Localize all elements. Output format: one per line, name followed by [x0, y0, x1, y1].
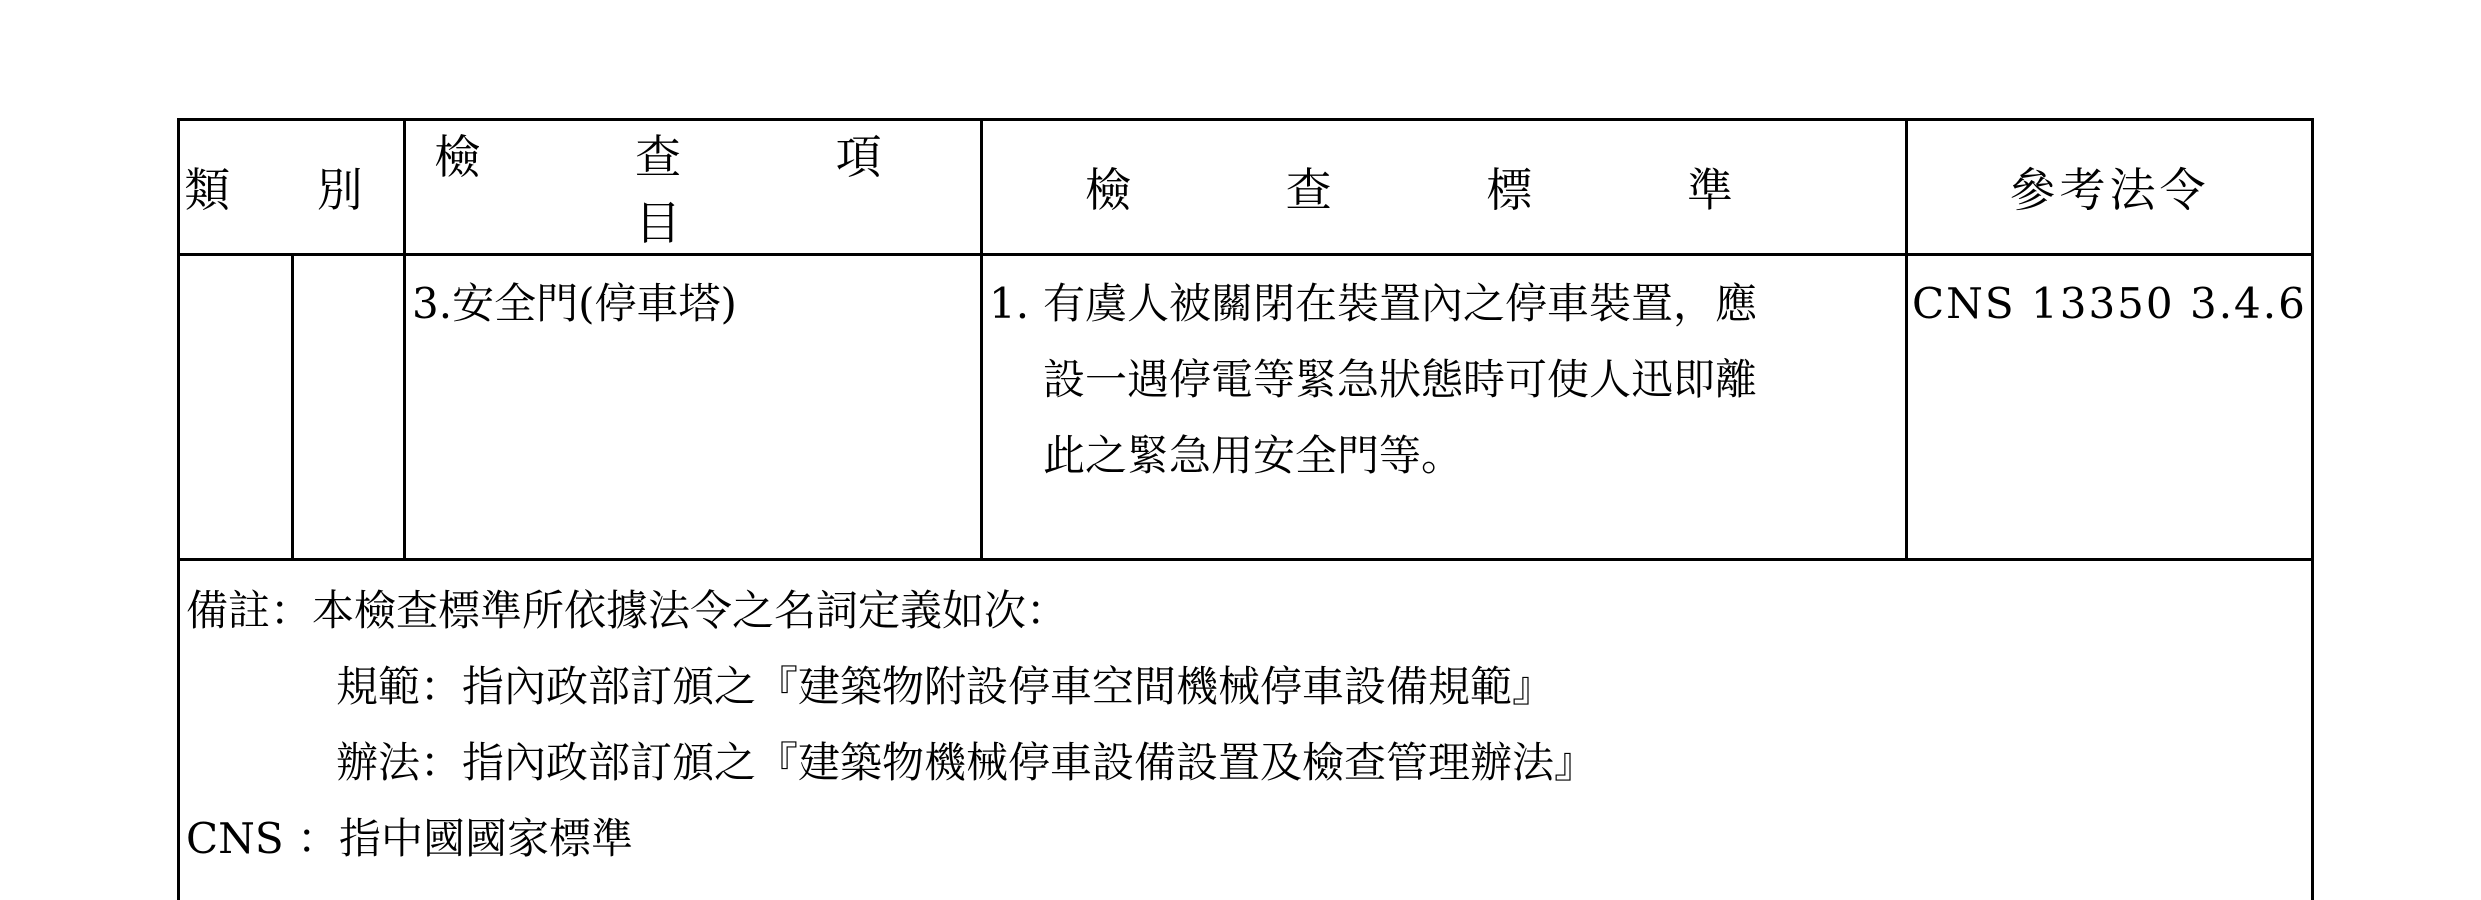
- header-row: [179, 120, 2313, 255]
- header-category: 類 別: [179, 120, 405, 255]
- standard-line: 設一遇停電等緊急狀態時可使人迅即離: [1043, 355, 1758, 404]
- note-line: 規範：指內政部訂頒之『建築物附設停車空間機械停車設備規範』: [336, 662, 1555, 711]
- standard-line: 有虞人被關閉在裝置內之停車裝置，應: [1043, 279, 1758, 328]
- header-law: 參考法令: [1907, 120, 2313, 255]
- law-text: CNS 13350 3.4.6: [1912, 279, 2307, 328]
- note-line: 備註：本檢查標準所依據法令之名詞定義如次：: [186, 586, 1069, 635]
- item-text: 3.安全門(停車塔): [412, 279, 737, 328]
- standard-text: [983, 256, 1905, 494]
- standard-cell: [982, 255, 1907, 560]
- subcategory-cell: [293, 255, 405, 560]
- table-row: [179, 255, 2313, 560]
- header-standard: 檢 查 標 準: [982, 120, 1907, 255]
- notes-cell: [179, 560, 2313, 900]
- standard-line: 此之緊急用安全門等。: [1043, 431, 1464, 480]
- note-line: 辦法：指內政部訂頒之『建築物機械停車設備設置及檢查管理辦法』: [336, 738, 1597, 787]
- standard-number: 1.: [989, 279, 1030, 328]
- notes-row: [179, 560, 2313, 900]
- note-line: CNS ：指中國國家標準: [186, 814, 634, 863]
- category-cell: [179, 255, 293, 560]
- item-cell: [405, 255, 982, 560]
- law-cell: [1907, 255, 2313, 560]
- inspection-table: [177, 118, 2314, 900]
- header-item: 檢 查 項 目: [405, 120, 982, 255]
